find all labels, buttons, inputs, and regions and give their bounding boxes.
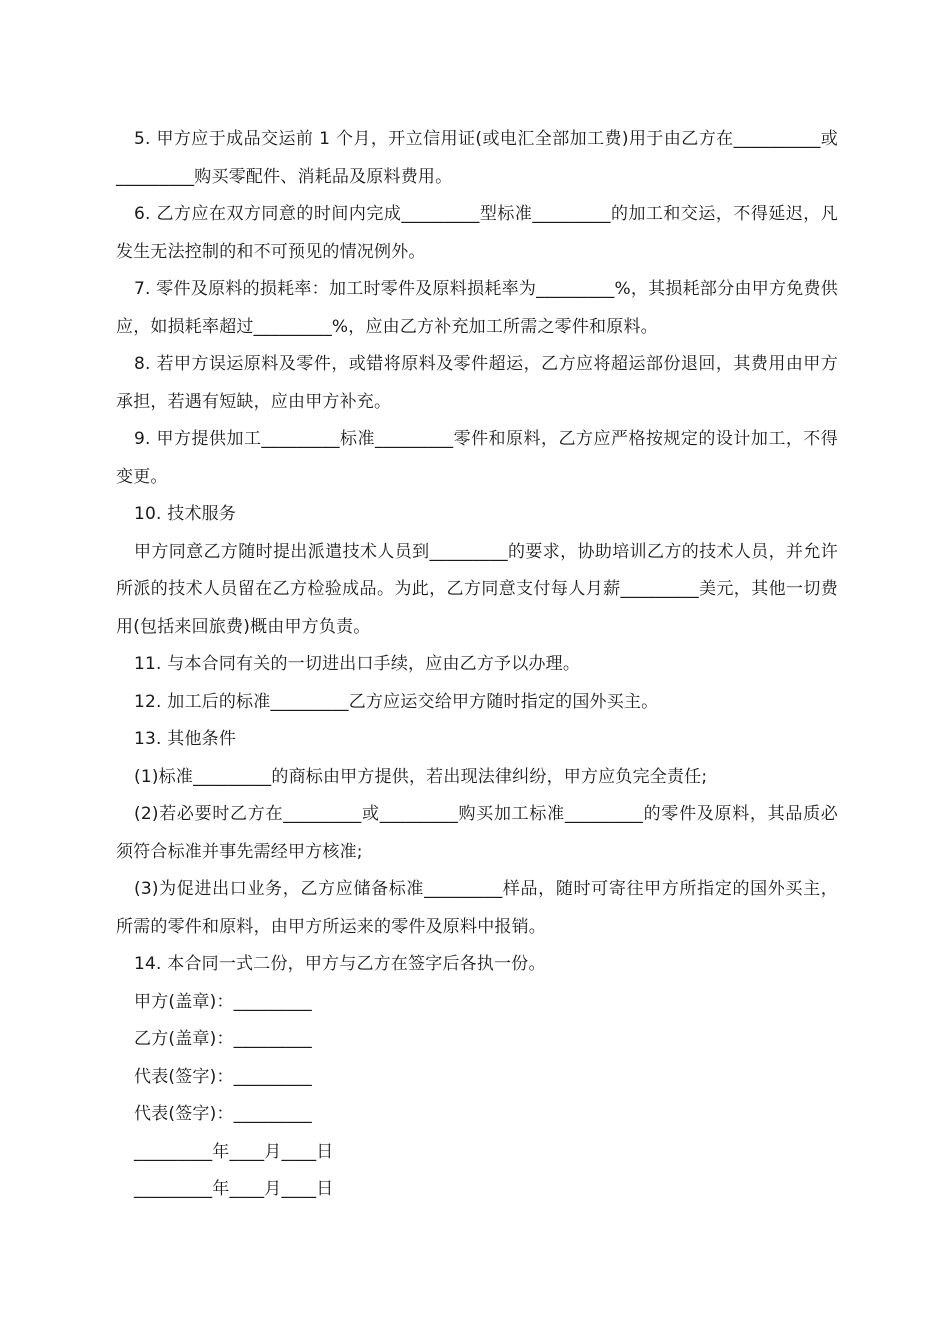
clause-10-heading: 10. 技术服务 bbox=[134, 504, 237, 524]
clause-6: 6. 乙方应在双方同意的时间内完成_________型标准_________的加工和交运，不得延迟，凡发生无法控制的和不可预见的情况例外。 bbox=[116, 204, 838, 262]
signature-party-a: 甲方(盖章)：_________ bbox=[134, 991, 312, 1012]
clause-11: 11. 与本合同有关的一切进出口手续，应由乙方予以办理。 bbox=[134, 654, 581, 674]
signature-representative-2: 代表(签字)：_________ bbox=[134, 1104, 312, 1124]
signature-date-2: _________年____月____日 bbox=[134, 1179, 334, 1199]
contract-body bbox=[116, 121, 838, 1209]
clause-10-body: 甲方同意乙方随时提出派遣技术人员到_________的要求，协助培训乙方的技术人员，并允许所派的技术人员留在乙方检验成品。为此，乙方同意支付每人月薪_________美元，其他一切费用(包括来回旅费)概由甲方负责。 bbox=[116, 541, 838, 637]
clause-8: 8. 若甲方误运原料及零件，或错将原料及零件超运，乙方应将超运部份退回，其费用由甲方承担，若遇有短缺，应由甲方补充。 bbox=[116, 354, 838, 412]
clause-13-item-2: (2)若必要时乙方在_________或_________购买加工标准_________的零件及原料，其品质必须符合标准并事先需经甲方核准; bbox=[116, 804, 838, 862]
signature-party-b: 乙方(盖章)：_________ bbox=[134, 1029, 312, 1049]
clause-7: 7. 零件及原料的损耗率：加工时零件及原料损耗率为_________%，其损耗部分由甲方免费供应，如损耗率超过_________%，应由乙方补充加工所需之零件和原料。 bbox=[116, 279, 838, 337]
signature-date-1: _________年____月____日 bbox=[134, 1141, 334, 1162]
clause-13-item-3: (3)为促进出口业务，乙方应储备标准_________样品，随时可寄往甲方所指定的国外买主，所需的零件和原料，由甲方所运来的零件及原料中报销。 bbox=[116, 879, 838, 937]
clause-13-heading: 13. 其他条件 bbox=[134, 729, 237, 749]
clause-9: 9. 甲方提供加工_________标准_________零件和原料，乙方应严格按规定的设计加工，不得变更。 bbox=[116, 429, 838, 487]
clause-14: 14. 本合同一式二份，甲方与乙方在签字后各执一份。 bbox=[134, 954, 546, 974]
clause-5: 5. 甲方应于成品交运前 1 个月，开立信用证(或电汇全部加工费)用于由乙方在__________或_________购买零配件、消耗品及原料费用。 bbox=[116, 129, 838, 187]
clause-12: 12. 加工后的标准_________乙方应运交给甲方随时指定的国外买主。 bbox=[134, 691, 659, 712]
clause-13-item-1: (1)标准_________的商标由甲方提供，若出现法律纠纷，甲方应负完全责任; bbox=[134, 766, 708, 787]
signature-representative-1: 代表(签字)：_________ bbox=[134, 1066, 312, 1087]
